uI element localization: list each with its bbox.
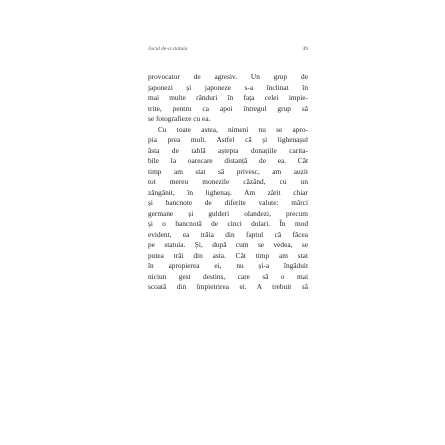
text-line: trite, pentru ca apoi întregul grup să (148, 103, 308, 113)
text-line: Cu toate astea, nimeni nu se apro- (158, 124, 308, 134)
text-line: pia prea mult. Astfel că și lighenașul (148, 135, 308, 144)
text-line: mai multe rânduri în fața celei impie- (148, 93, 308, 102)
text-line: japonezi și japoneze s-a înclinat în (148, 82, 308, 92)
text-line: pe statuia. Și, după cum se vedea, se (148, 240, 308, 249)
text-line: zăngănit, în lighenaș. Am zărit chiar (148, 187, 308, 197)
text-line: germane și gulderi olandezi, precum (148, 208, 308, 218)
page-number: 49 (302, 46, 308, 52)
text-line: ăsta de tablă aștepta donațiile carita- (148, 145, 308, 155)
text-line: scoată din împietrirea ei. A trebuit să (148, 282, 308, 291)
text-line: evident, ea trăia din faptul că făcea (148, 229, 308, 239)
running-head (148, 46, 308, 55)
body-text (148, 72, 308, 293)
text-line: și bancnote de diferite valute: mărci (148, 198, 308, 207)
text-line: se fotografieze cu ea. (148, 114, 211, 123)
text-line: putea trăi din asta. Cât timp am stat (148, 250, 308, 260)
text-line: și o bancnotă de cinci dolari. În mod (148, 219, 308, 228)
text-line: tot mereu monezile căzând, cu un (148, 177, 308, 186)
text-line: timp am stat să privesc, am auzit (148, 166, 308, 176)
text-line: provocator de agresiv. Un grup de (148, 72, 308, 81)
text-line: bile la oarecare distanță de ea. Cât (148, 156, 308, 165)
text-line: în apropierea ei, nu și-a îngăduit (148, 261, 308, 270)
text-line: niciun gest destins, care să o mai (148, 271, 308, 281)
running-title: Jocul de-a statuia (148, 46, 188, 52)
